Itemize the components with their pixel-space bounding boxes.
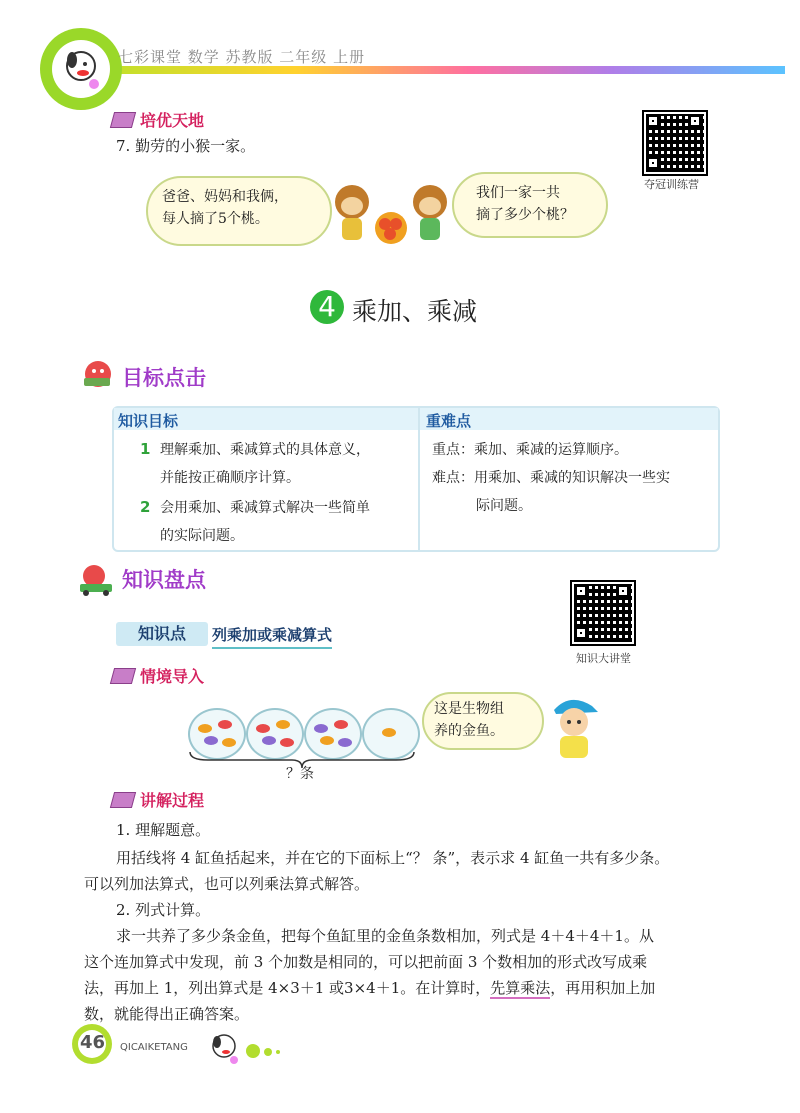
goal-line: 会用乘加、乘减算式解决一些简单 [160, 500, 370, 516]
col-head-key-difficult: 重难点 [426, 412, 472, 430]
goal-number: 2 [140, 498, 151, 516]
difficult-point-line: 际问题。 [476, 498, 532, 514]
goals-table [112, 406, 720, 552]
bubble-line: 摘了多少个桃？ [476, 207, 574, 223]
knowledge-point-title: 列乘加或乘减算式 [212, 624, 332, 649]
section-heading-explain: 讲解过程 [140, 791, 205, 810]
qr-code-icon [642, 110, 708, 176]
paragraph-step: 1. 理解题意。 [116, 821, 211, 839]
problem-text: 7. 勤劳的小猴一家。 [116, 137, 256, 155]
footer-dot [276, 1050, 280, 1054]
paragraph-line: 这个连加算式中发现，前 3 个加数是相同的，可以把前面 3 个数相加的形式改写成乘 [84, 953, 648, 971]
bubble-line: 每人摘了5个桃。 [162, 211, 269, 227]
speech-bubble-right [452, 172, 608, 238]
goal-line: 并能按正确顺序计算。 [160, 470, 300, 486]
paragraph-line [84, 974, 655, 1002]
footer-brand: QICAIKETANG [120, 1042, 188, 1053]
section-heading-inventory: 知识盘点 [122, 568, 206, 592]
goal-line: 理解乘加、乘减算式的具体意义， [160, 442, 370, 458]
paragraph-text: 法，再加上 1，列出算式是 4×3＋1 或3×4＋1。在计算时， [84, 979, 491, 997]
section-heading-advanced: 培优天地 [140, 111, 205, 130]
paragraph-step: 2. 列式计算。 [116, 901, 211, 919]
apple-train-icon [78, 562, 114, 596]
bubble-line: 爸爸、妈妈和我俩， [162, 189, 288, 205]
paragraph-line: 用括线将 4 缸鱼括起来，并在它的下面标上“？ 条”，表示求 4 缸鱼一共有多少条。 [116, 849, 670, 867]
paragraph-line: 求一共养了多少条金鱼，把每个鱼缸里的金鱼条数相加，列式是 4＋4＋4＋1。从 [116, 927, 654, 945]
mascot-icon [52, 40, 110, 98]
qr-caption: 知识大讲堂 [576, 652, 631, 665]
lesson-number: 4 [310, 290, 344, 324]
bubble-line: 养的金鱼。 [434, 723, 504, 739]
goal-number: 1 [140, 440, 151, 458]
apple-mascot-icon [80, 356, 114, 390]
paragraph-text: ，再用积加上加 [550, 979, 656, 997]
goal-line: 的实际问题。 [160, 528, 244, 544]
difficult-point-line: 难点：用乘加、乘减的知识解决一些实 [432, 470, 670, 486]
header-rainbow-bar [85, 66, 785, 74]
section-heading-goals: 目标点击 [122, 366, 206, 390]
page-number: 46 [80, 1032, 106, 1053]
qr-caption: 夺冠训练营 [644, 178, 699, 191]
paragraph-line: 可以列加法算式，也可以列乘法算式解答。 [84, 875, 370, 893]
paragraph-line: 数，就能得出正确答案。 [84, 1005, 250, 1023]
mascot-icon [204, 1028, 244, 1068]
monkeys-with-peaches-illustration [330, 180, 454, 250]
col-head-knowledge: 知识目标 [118, 412, 179, 430]
section-heading-scene: 情境导入 [140, 667, 205, 686]
header-title: 七彩课堂 数学 苏教版 二年级 上册 [118, 48, 366, 66]
bubble-line: 我们一家一共 [476, 185, 560, 201]
footer-dot [246, 1044, 260, 1058]
lesson-title: 乘加、乘减 [352, 297, 478, 326]
brace-label: ？条 [286, 766, 314, 782]
speech-bubble-left [146, 176, 332, 246]
highlight-multiply-first: 先算乘法 [490, 979, 551, 997]
tag-icon [110, 668, 136, 684]
boy-illustration [540, 692, 606, 760]
footer-dot [264, 1048, 272, 1056]
tag-icon [110, 112, 136, 128]
speech-bubble-goldfish [422, 692, 544, 750]
bubble-line: 这是生物组 [434, 701, 504, 717]
key-point: 重点：乘加、乘减的运算顺序。 [432, 442, 628, 458]
knowledge-point-tag: 知识点 [116, 622, 208, 646]
qr-code-icon [570, 580, 636, 646]
tag-icon [110, 792, 136, 808]
